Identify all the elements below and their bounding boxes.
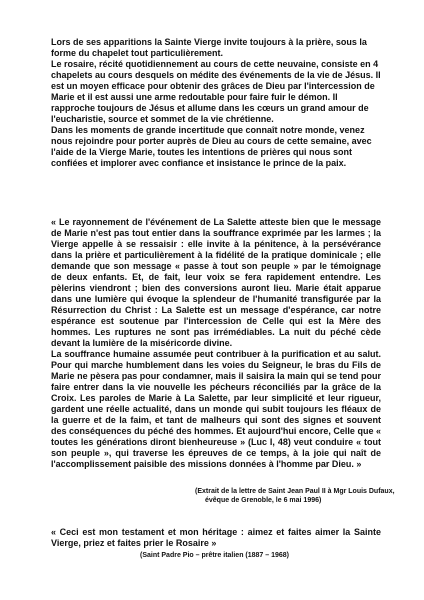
quote-padre-pio	[51, 527, 381, 549]
quote1-source-line-1: (Extrait de la lettre de Saint Jean Paul II à Mgr Louis Dufaux,	[195, 488, 395, 495]
quote2-text: « Ceci est mon testament et mon héritage : aimez et faites aimer la Sainte Vierge, priez et faites prier le Rosaire »	[51, 527, 381, 548]
intro-paragraph-1: Lors de ses apparitions la Sainte Vierge invite toujours à la prière, sous la forme du chapelet tout particulièrement.	[51, 37, 367, 58]
quote1-source-line-2: évêque de Grenoble, le 6 mai 1996)	[205, 497, 322, 504]
quote1-source	[195, 487, 395, 505]
intro-section	[51, 37, 381, 169]
intro-paragraph-3: Dans les moments de grande incertitude que connaît notre monde, venez nous rejoindre pour porter auprès de Dieu au cours de cette semaine, avec l'aide de la Vierge Marie, toutes les intentions de prières qui nous sont confiées et implorer avec confiance et insistance le prince de la paix.	[51, 125, 372, 168]
quote1-paragraph-1: « Le rayonnement de l'événement de La Salette atteste bien que le message de Marie n'est pas tout entier dans la souffrance exprimée par les larmes ; la Vierge appelle à se ressaisir : elle invite à la pénitence, à la persévérance dans la prière et particulièrement à la fidélité de la pratique dominicale ; elle demande que son message « passe à tout son peuple » par le témoignage de deux enfants. Et, de fait, leur voix se fera rapidement entendre. Les pèlerins viendront ; bien des conversions auront lieu. Marie était apparue dans une lumière qui évoque la splendeur de l'humanité transfigurée par la Résurrection du Christ : La Salette est un message d'espérance, car notre espérance est soutenue par l'intercession de Celle qui est la Mère des hommes. Les ruptures ne sont pas irrémédiables. La nuit du péché cède devant la lumière de la miséricorde divine.	[51, 217, 381, 348]
quote1-paragraph-2: La souffrance humaine assumée peut contribuer à la purification et au salut. Pour qui marche humblement dans les voies du Seigneur, le bras du Fils de Marie ne pèsera pas pour condamner, mais il saisira la main qui se tend pour faire entrer dans la vie nouvelle les pécheurs réconciliés par la grâce de la Croix. Les paroles de Marie à La Salette, par leur simplicité et leur rigueur, gardent une réelle actualité, dans un monde qui subit toujours les fléaux de la guerre et de la faim, et tant de malheurs qui sont des signes et souvent des conséquences du péché des hommes. Et aujourd'hui encore, Celle que « toutes les générations diront bienheureuse » (Luc I, 48) veut conduire « tout son peuple », qui traverse les épreuves de ce temps, à la joie qui naît de l'accomplissement paisible des missions données à l'homme par Dieu. »	[51, 349, 381, 469]
quote-jean-paul-ii	[51, 217, 381, 470]
intro-paragraph-2: Le rosaire, récité quotidiennement au cours de cette neuvaine, consiste en 4 chapelets au cours desquels on médite des événements de la vie de Jésus. Il est un moyen efficace pour obtenir des grâces de Dieu par l'intercession de Marie et il est aussi une arme redoutable pour faire fuir le démon. Il rapproche toujours de Jésus et allume dans les cœurs un grand amour de l'eucharistie, source et sommet de la vie chrétienne.	[51, 59, 381, 124]
quote2-source: (Saint Padre Pio – prêtre italien (1887 – 1968)	[140, 552, 290, 559]
